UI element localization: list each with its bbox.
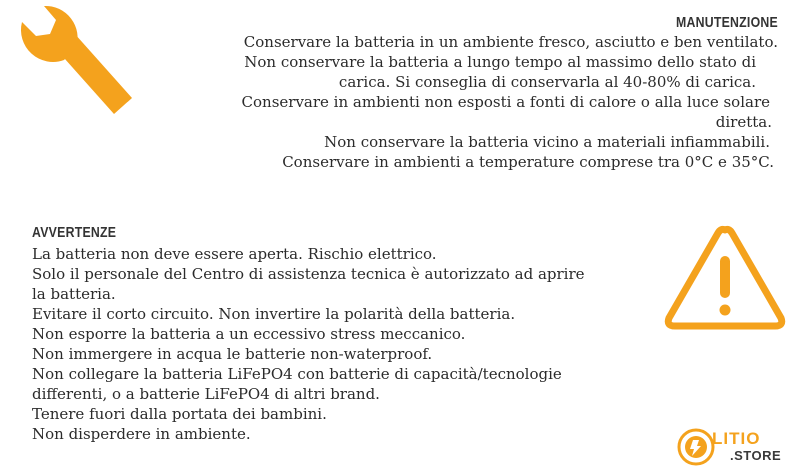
maintenance-line: Non conservare la batteria vicino a materiali infiammabili. (324, 133, 770, 151)
warning-line: La batteria non deve essere aperta. Rischio elettrico. (32, 245, 437, 263)
warning-line: Evitare il corto circuito. Non invertire la polarità della batteria. (32, 305, 516, 323)
warning-line: Non collegare la batteria LiFePO4 con batterie di capacità/tecnologie (32, 365, 562, 383)
maintenance-line: carica. Si conseglia di conservarla al 40-80% di carica. (338, 73, 756, 91)
maintenance-line: diretta. (715, 113, 772, 131)
maintenance-section (158, 14, 778, 172)
logo-text-bottom: .STORE (730, 448, 782, 463)
logo-text-top: LITIO (712, 429, 761, 448)
warning-line: Solo il personale del Centro di assistenza tecnica è autorizzato ad aprire (32, 265, 585, 283)
lithio-store-logo (676, 427, 792, 467)
maintenance-line: Conservare in ambienti non esposti a fonti di calore o alla luce solare (241, 93, 770, 111)
warning-line: Tenere fuori dalla portata dei bambini. (32, 405, 327, 423)
warning-line: Non disperdere in ambiente. (32, 425, 251, 443)
wrench-icon (14, 2, 136, 120)
warning-line: la batteria. (32, 285, 116, 303)
maintenance-line: Non conservare la batteria a lungo tempo al massimo dello stato di (244, 53, 756, 71)
warning-line: differenti, o a batterie LiFePO4 di altri brand. (32, 385, 380, 403)
warning-line: Non immergere in acqua le batterie non-waterproof. (32, 345, 433, 363)
maintenance-heading: MANUTENZIONE (675, 14, 778, 31)
maintenance-line: Conservare in ambienti a temperature comprese tra 0°C e 35°C. (282, 153, 774, 171)
warning-triangle-icon (663, 222, 787, 334)
maintenance-line: Conservare la batteria in un ambiente fresco, asciutto e ben ventilato. (243, 33, 778, 51)
logo-badge-icon (676, 427, 716, 467)
warning-line: Non esporre la batteria a un eccessivo stress meccanico. (32, 325, 466, 343)
warnings-heading: AVVERTENZE (32, 224, 117, 241)
warnings-section (32, 224, 652, 444)
